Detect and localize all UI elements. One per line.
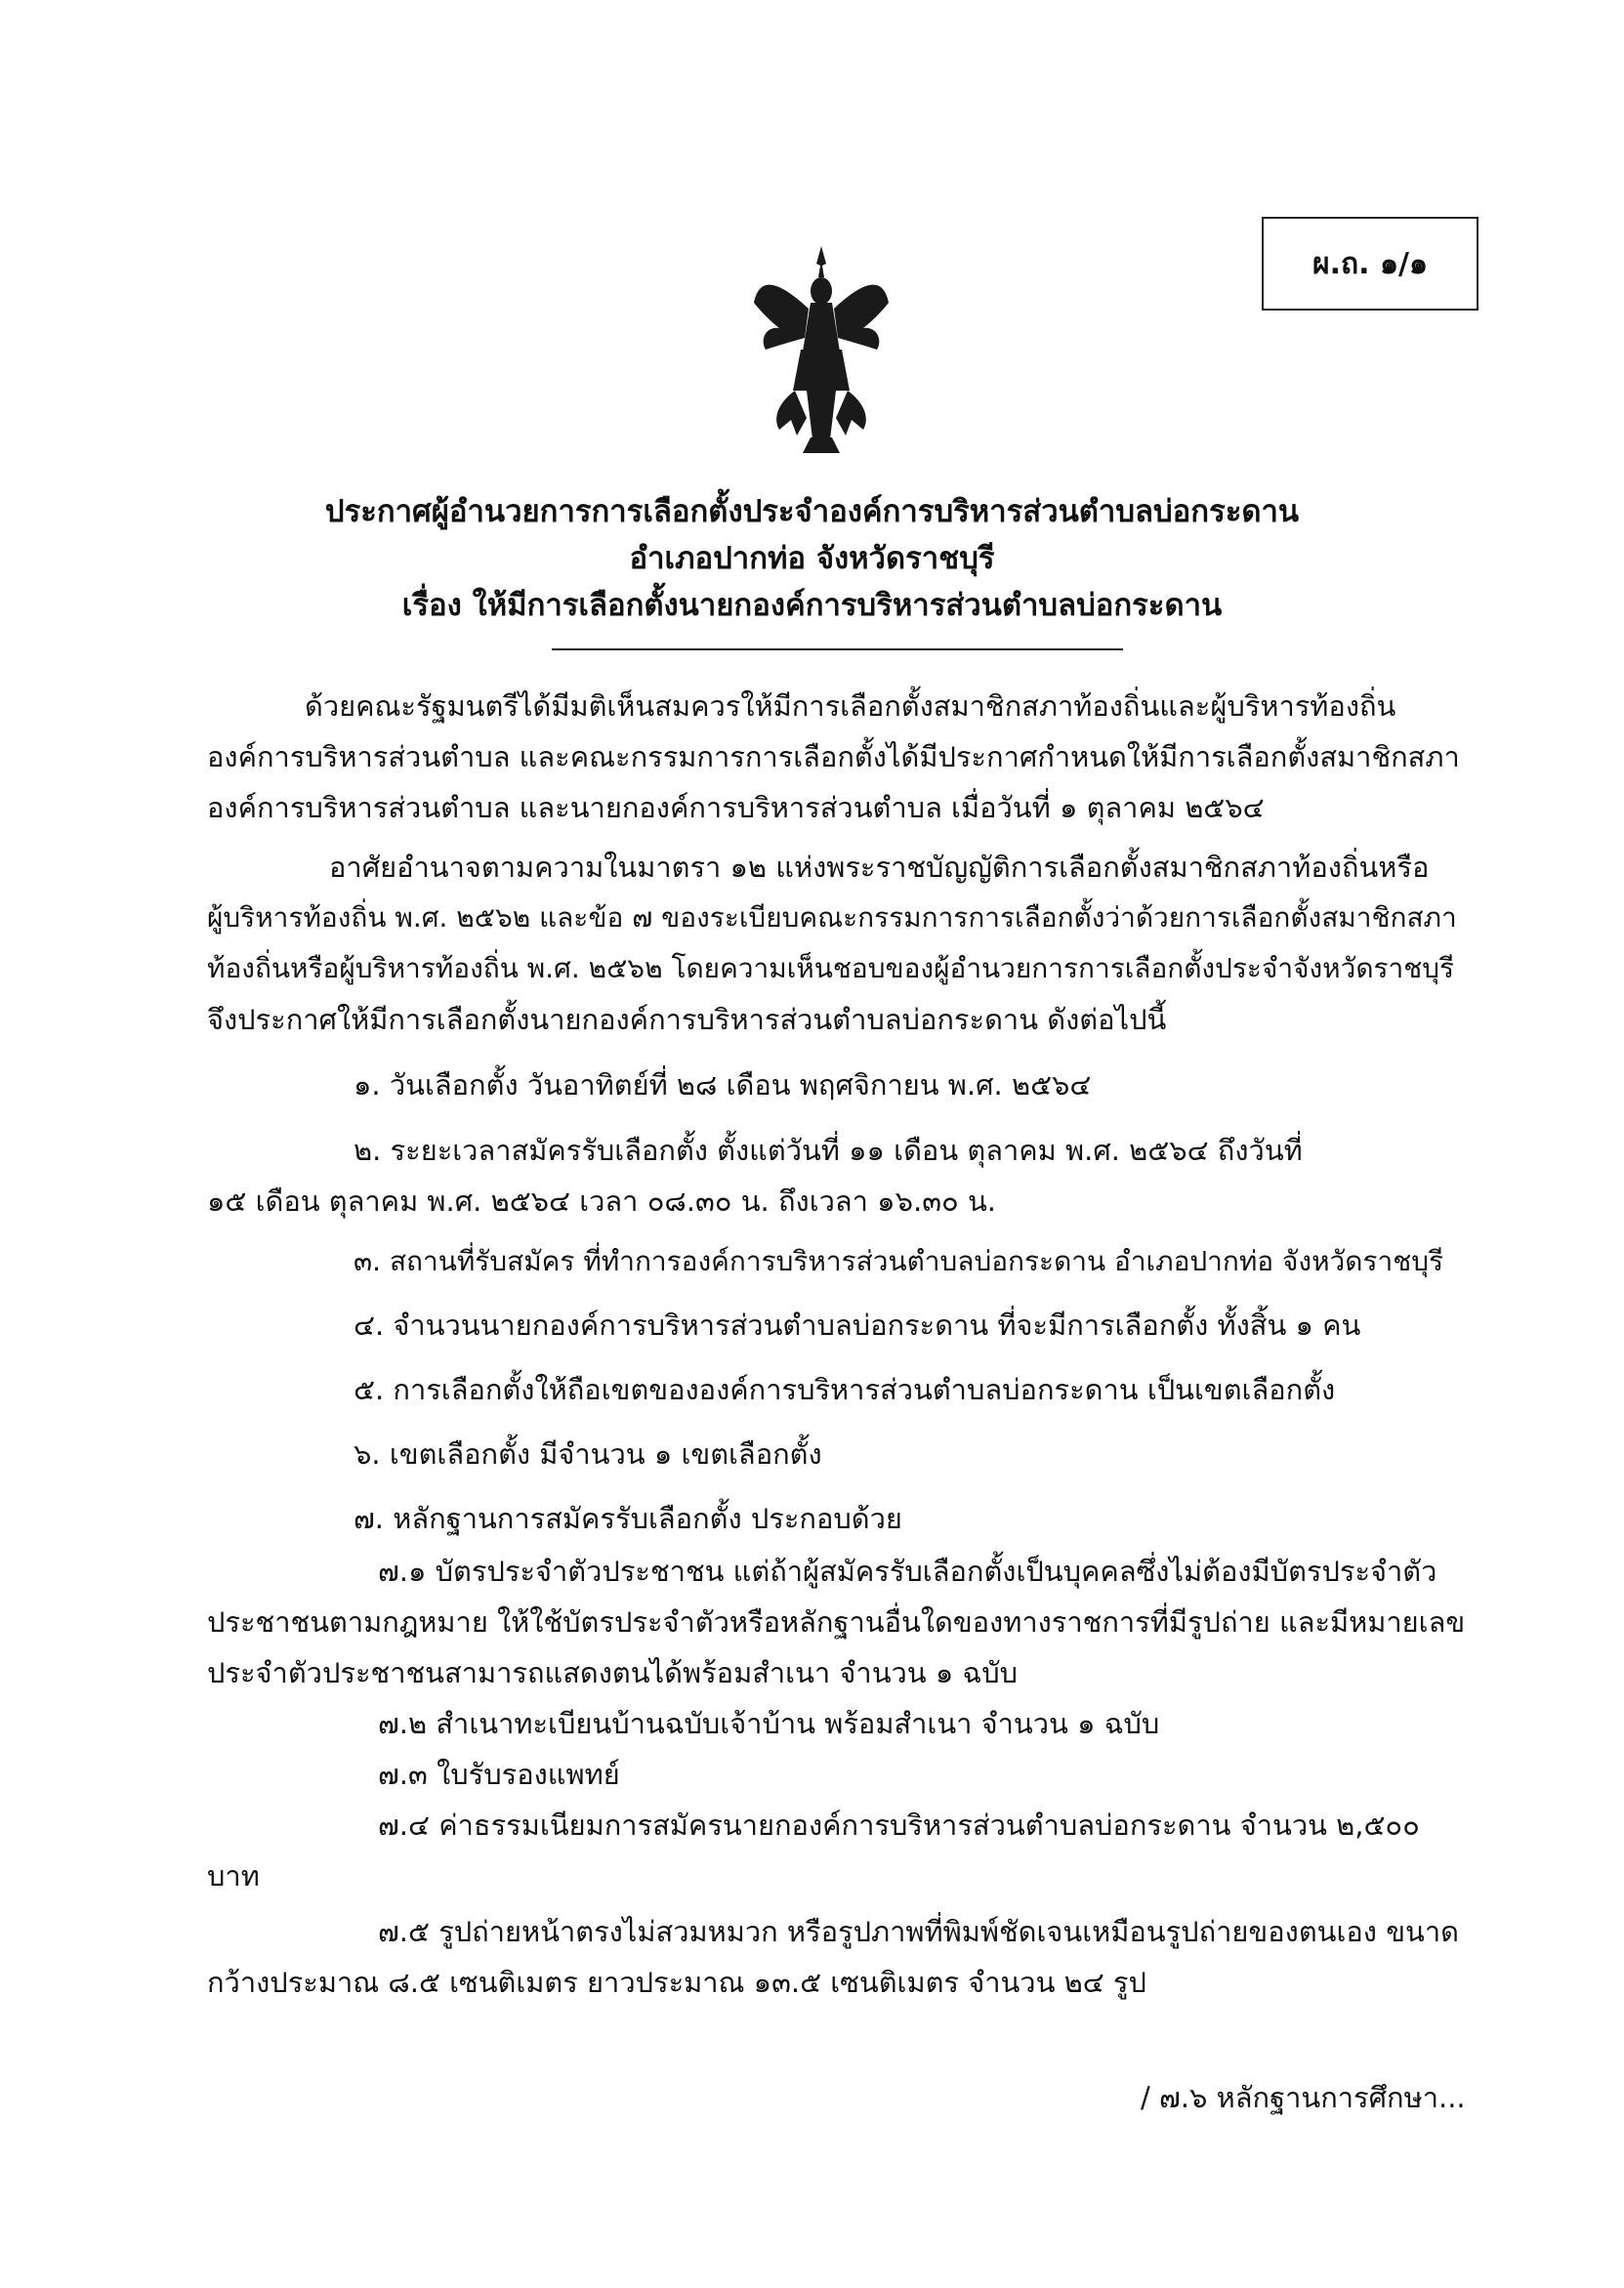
title-line-1: ประกาศผู้อำนวยการการเลือกตั้งประจำองค์การบริหารส่วนตำบลบ่อกระดาน xyxy=(324,494,1300,529)
title-divider xyxy=(552,648,1123,650)
item-4: ๔. จำนวนนายกองค์การบริหารส่วนตำบลบ่อกระดาน ที่จะมีการเลือกตั้ง ทั้งสิ้น ๑ คน xyxy=(354,1309,1361,1342)
authority-line-3: ท้องถิ่นหรือผู้บริหารท้องถิ่น พ.ศ. ๒๕๖๒ โดยความเห็นชอบของผู้อำนวยการการเลือกตั้งประจำจังหวัดราชบุรี xyxy=(207,952,1455,984)
subitem-7-2: ๗.๒ สำเนาทะเบียนบ้านฉบับเจ้าบ้าน พร้อมสำเนา จำนวน ๑ ฉบับ xyxy=(378,1707,1160,1740)
intro-line-3: องค์การบริหารส่วนตำบล และนายกองค์การบริหารส่วนตำบล เมื่อวันที่ ๑ ตุลาคม ๒๕๖๔ xyxy=(207,791,1265,824)
item-5: ๕. การเลือกตั้งให้ถือเขตขององค์การบริหารส่วนตำบลบ่อกระดาน เป็นเขตเลือกตั้ง xyxy=(354,1373,1336,1406)
subitem-7-1-line-1: ๗.๑ บัตรประจำตัวประชาชน แต่ถ้าผู้สมัครรับเลือกตั้งเป็นบุคคลซึ่งไม่ต้องมีบัตรประจำตัว xyxy=(378,1555,1437,1588)
item-6: ๖. เขตเลือกตั้ง มีจำนวน ๑ เขตเลือกตั้ง xyxy=(354,1437,822,1471)
authority-line-4: จึงประกาศให้มีการเลือกตั้งนายกองค์การบริหารส่วนตำบลบ่อกระดาน ดังต่อไปนี้ xyxy=(207,1003,1167,1036)
item-7: ๗. หลักฐานการสมัครรับเลือกตั้ง ประกอบด้วย xyxy=(354,1502,902,1535)
title-line-3: เรื่อง ให้มีการเลือกตั้งนายกองค์การบริหารส่วนตำบลบ่อกระดาน xyxy=(401,588,1223,623)
continuation-note: / ๗.๖ หลักฐานการศึกษา... xyxy=(1141,2081,1466,2114)
title-line-2: อำเภอปากท่อ จังหวัดราชบุรี xyxy=(629,541,995,576)
subitem-7-5-line-2: กว้างประมาณ ๘.๕ เซนติเมตร ยาวประมาณ ๑๓.๕ เซนติเมตร จำนวน ๒๔ รูป xyxy=(207,1966,1146,1999)
subitem-7-4-line-1: ๗.๔ ค่าธรรมเนียมการสมัครนายกองค์การบริหารส่วนตำบลบ่อกระดาน จำนวน ๒,๕๐๐ xyxy=(378,1809,1420,1842)
subitem-7-3: ๗.๓ ใบรับรองแพทย์ xyxy=(378,1758,620,1791)
subitem-7-4-line-2: บาท xyxy=(207,1859,260,1893)
form-code-box xyxy=(1262,217,1478,311)
garuda-emblem xyxy=(752,244,891,454)
item-2-line-2: ๑๕ เดือน ตุลาคม พ.ศ. ๒๕๖๔ เวลา ๐๘.๓๐ น. ถึงเวลา ๑๖.๓๐ น. xyxy=(207,1185,996,1218)
subitem-7-1-line-3: ประจำตัวประชาชนสามารถแสดงตนได้พร้อมสำเนา จำนวน ๑ ฉบับ xyxy=(207,1656,1019,1689)
authority-line-2: ผู้บริหารท้องถิ่น พ.ศ. ๒๕๖๒ และข้อ ๗ ของระเบียบคณะกรรมการการเลือกตั้งว่าด้วยการเลือกตั้งสมาชิกสภา xyxy=(207,901,1457,934)
subitem-7-5-line-1: ๗.๕ รูปถ่ายหน้าตรงไม่สวมหมวก หรือรูปภาพที่พิมพ์ชัดเจนเหมือนรูปถ่ายของตนเอง ขนาด xyxy=(378,1915,1459,1948)
item-3: ๓. สถานที่รับสมัคร ที่ทำการองค์การบริหารส่วนตำบลบ่อกระดาน อำเภอปากท่อ จังหวัดราชบุรี xyxy=(354,1245,1444,1277)
authority-line-1: อาศัยอำนาจตามความในมาตรา ๑๒ แห่งพระราชบัญญัติการเลือกตั้งสมาชิกสภาท้องถิ่นหรือ xyxy=(329,851,1430,884)
subitem-7-1-line-2: ประชาชนตามกฎหมาย ให้ใช้บัตรประจำตัวหรือหลักฐานอื่นใดของทางราชการที่มีรูปถ่าย และมีหมายเลข xyxy=(207,1605,1466,1639)
intro-line-1: ด้วยคณะรัฐมนตรีได้มีมติเห็นสมควรให้มีการเลือกตั้งสมาชิกสภาท้องถิ่นและผู้บริหารท้องถิ่น xyxy=(305,689,1396,723)
item-1: ๑. วันเลือกตั้ง วันอาทิตย์ที่ ๒๘ เดือน พฤศจิกายน พ.ศ. ๒๕๖๔ xyxy=(354,1068,1092,1102)
item-2-line-1: ๒. ระยะเวลาสมัครรับเลือกตั้ง ตั้งแต่วันที่ ๑๑ เดือน ตุลาคม พ.ศ. ๒๕๖๔ ถึงวันที่ xyxy=(354,1134,1303,1167)
intro-line-2: องค์การบริหารส่วนตำบล และคณะกรรมการการเลือกตั้งได้มีประกาศกำหนดให้มีการเลือกตั้งสมาชิกสภา xyxy=(207,740,1460,773)
form-code: ผ.ถ. ๑/๑ xyxy=(1312,246,1429,281)
